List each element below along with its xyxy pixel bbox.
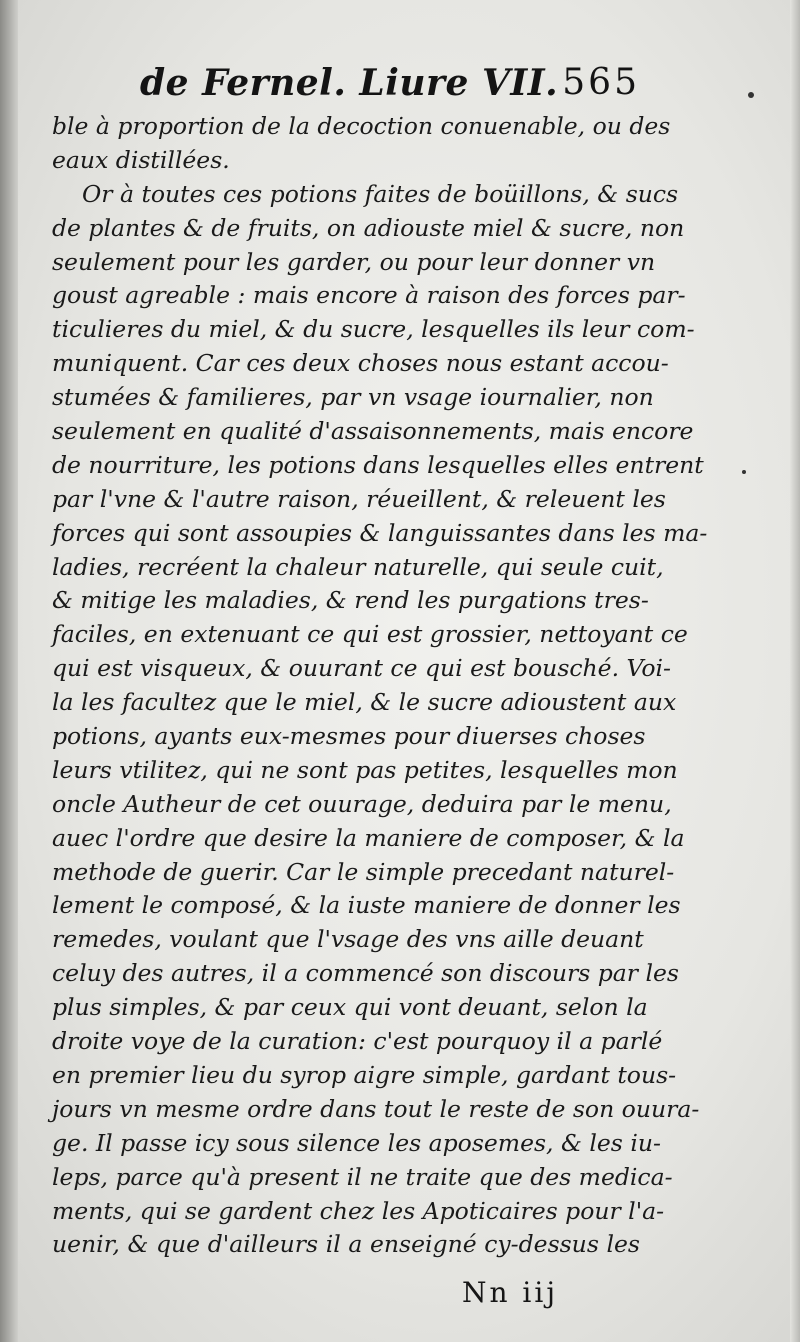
- text-line: stumées & familieres, par vn vsage iournalier, non: [52, 383, 654, 412]
- text-line: qui est visqueux, & ouurant ce qui est bousché. Voi-: [52, 654, 671, 683]
- body-text: [52, 110, 708, 1262]
- text-line: leurs vtilitez, qui ne sont pas petites, lesquelles mon: [52, 755, 678, 784]
- text-line: & mitige les maladies, & rend les purgations tres-: [52, 586, 649, 615]
- signature-mark: Nn iij: [462, 1276, 559, 1309]
- page-binding-shadow: [0, 0, 18, 1342]
- text-line: la les facultez que le miel, & le sucre adioustent aux: [52, 688, 677, 717]
- text-line: jours vn mesme ordre dans tout le reste de son ouura-: [52, 1094, 700, 1123]
- text-line: ge. Il passe icy sous silence les aposemes, & les iu-: [52, 1128, 661, 1157]
- text-line: ments, qui se gardent chez les Apoticaires pour l'a-: [52, 1196, 665, 1225]
- text-line: eaux distillées.: [52, 145, 230, 174]
- text-line: oncle Autheur de cet ouurage, deduira par le menu,: [52, 789, 672, 818]
- text-line: faciles, en extenuant ce qui est grossier, nettoyant ce: [52, 620, 688, 649]
- text-line: remedes, voulant que l'vsage des vns aille deuant: [52, 925, 644, 954]
- text-line: seulement pour les garder, ou pour leur donner vn: [52, 247, 656, 276]
- text-line: potions, ayants eux-mesmes pour diuerses choses: [52, 722, 646, 751]
- text-line: ble à proportion de la decoction conuenable, ou des: [52, 112, 671, 140]
- text-line: de plantes & de fruits, on adiouste miel & sucre, non: [52, 213, 685, 242]
- text-line: plus simples, & par ceux qui vont deuant, selon la: [52, 993, 648, 1022]
- text-line: forces qui sont assoupies & languissantes dans les ma-: [52, 518, 708, 547]
- text-line: droite voye de la curation: c'est pourquoy il a parlé: [52, 1027, 663, 1056]
- page-header: [140, 58, 640, 112]
- text-line: leps, parce qu'à present il ne traite que des medica-: [52, 1162, 673, 1191]
- text-line: de nourriture, les potions dans lesquelles elles entrent: [52, 450, 704, 479]
- text-line: celuy des autres, il a commencé son discours par les: [52, 959, 679, 988]
- ink-speck: [742, 470, 746, 474]
- text-line: par l'vne & l'autre raison, réueillent, & releuent les: [52, 484, 666, 513]
- text-line: ticulieres du miel, & du sucre, lesquelles ils leur com-: [52, 315, 695, 344]
- text-line: en premier lieu du syrop aigre simple, gardant tous-: [52, 1060, 677, 1089]
- page-number: 565: [562, 62, 640, 103]
- ink-speck: [748, 92, 754, 98]
- text-line: methode de guerir. Car le simple precedant naturel-: [52, 857, 675, 886]
- text-line: goust agreable : mais encore à raison des forces par-: [52, 281, 686, 310]
- text-line: muniquent. Car ces deux choses nous estant accou-: [52, 349, 669, 378]
- page-edge-shadow: [790, 0, 800, 1342]
- text-line: Or à toutes ces potions faites de boüillons, & sucs: [82, 179, 679, 208]
- text-line: ladies, recréent la chaleur naturelle, qui seule cuit,: [52, 552, 664, 581]
- text-line: lement le composé, & la iuste maniere de donner les: [52, 891, 681, 920]
- running-title: de Fernel. Liure VII.: [140, 62, 559, 104]
- text-line: seulement en qualité d'assaisonnements, mais encore: [52, 417, 694, 446]
- text-line: uenir, & que d'ailleurs il a enseigné cy-dessus les: [52, 1230, 640, 1259]
- text-line: auec l'ordre que desire la maniere de composer, & la: [52, 823, 685, 852]
